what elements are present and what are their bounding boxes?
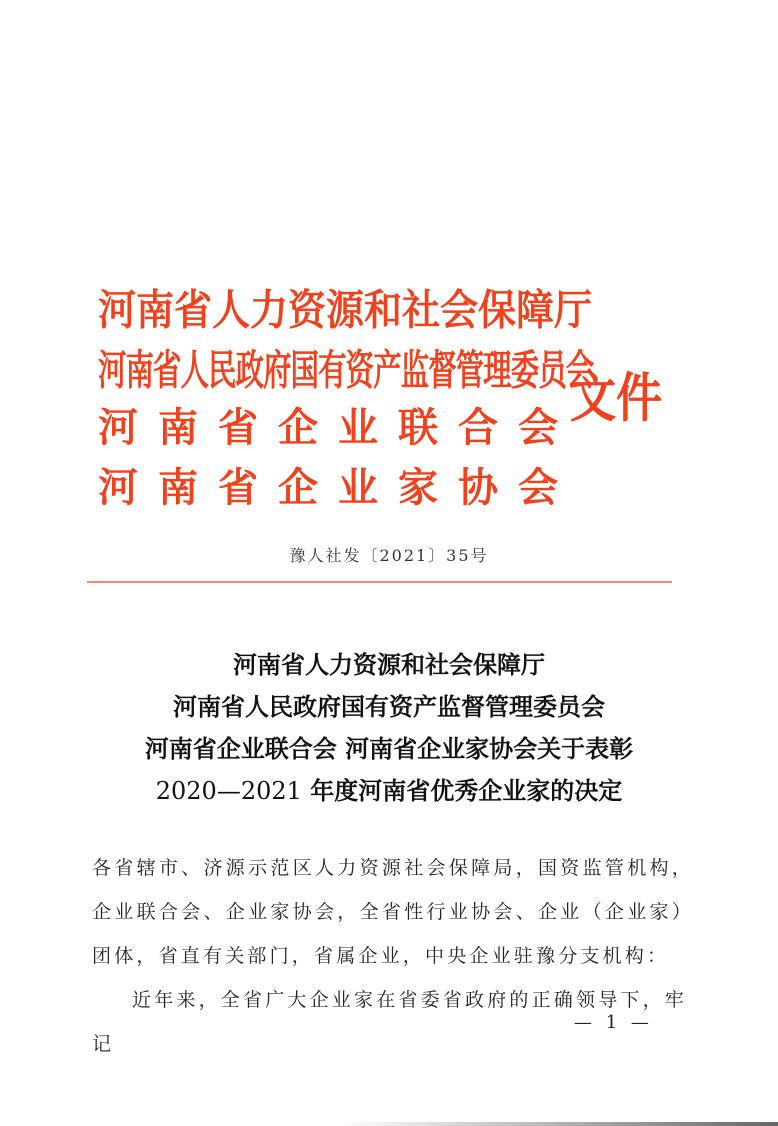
document-title [0, 644, 778, 812]
red-divider [87, 581, 672, 583]
issuer-4: 河南省企业家协会 [98, 464, 578, 511]
salutation: 各省辖市、济源示范区人力资源社会保障局，国资监管机构，企业联合会、企业家协会，全省性行业协会、企业（企业家）团体，省直有关部门，省属企业，中央企业驻豫分支机构： [92, 857, 694, 967]
page-number: — 1 — [574, 1012, 653, 1033]
title-line-3: 河南省企业联合会 河南省企业家协会关于表彰 [144, 734, 634, 763]
doc-type-label: 文件 [570, 366, 662, 429]
title-line-4-text: 年度河南省优秀企业家的决定 [310, 776, 623, 805]
body-paragraph-1: 近年来，全省广大企业家在省委省政府的正确领导下，牢记 [92, 989, 688, 1055]
scan-edge-shadow [340, 1122, 778, 1126]
document-number: 豫人社发〔2021〕35号 [289, 546, 489, 565]
issuer-3: 河南省企业联合会 [98, 404, 578, 451]
issuer-2: 河南省人民政府国有资产监督管理委员会 [98, 345, 594, 395]
title-line-1: 河南省人力资源和社会保障厅 [233, 650, 545, 679]
title-year-range: 2020—2021 [155, 777, 302, 805]
issuer-1: 河南省人力资源和社会保障厅 [98, 284, 593, 335]
title-line-4 [0, 770, 778, 812]
title-line-2: 河南省人民政府国有资产监督管理委员会 [173, 692, 605, 721]
